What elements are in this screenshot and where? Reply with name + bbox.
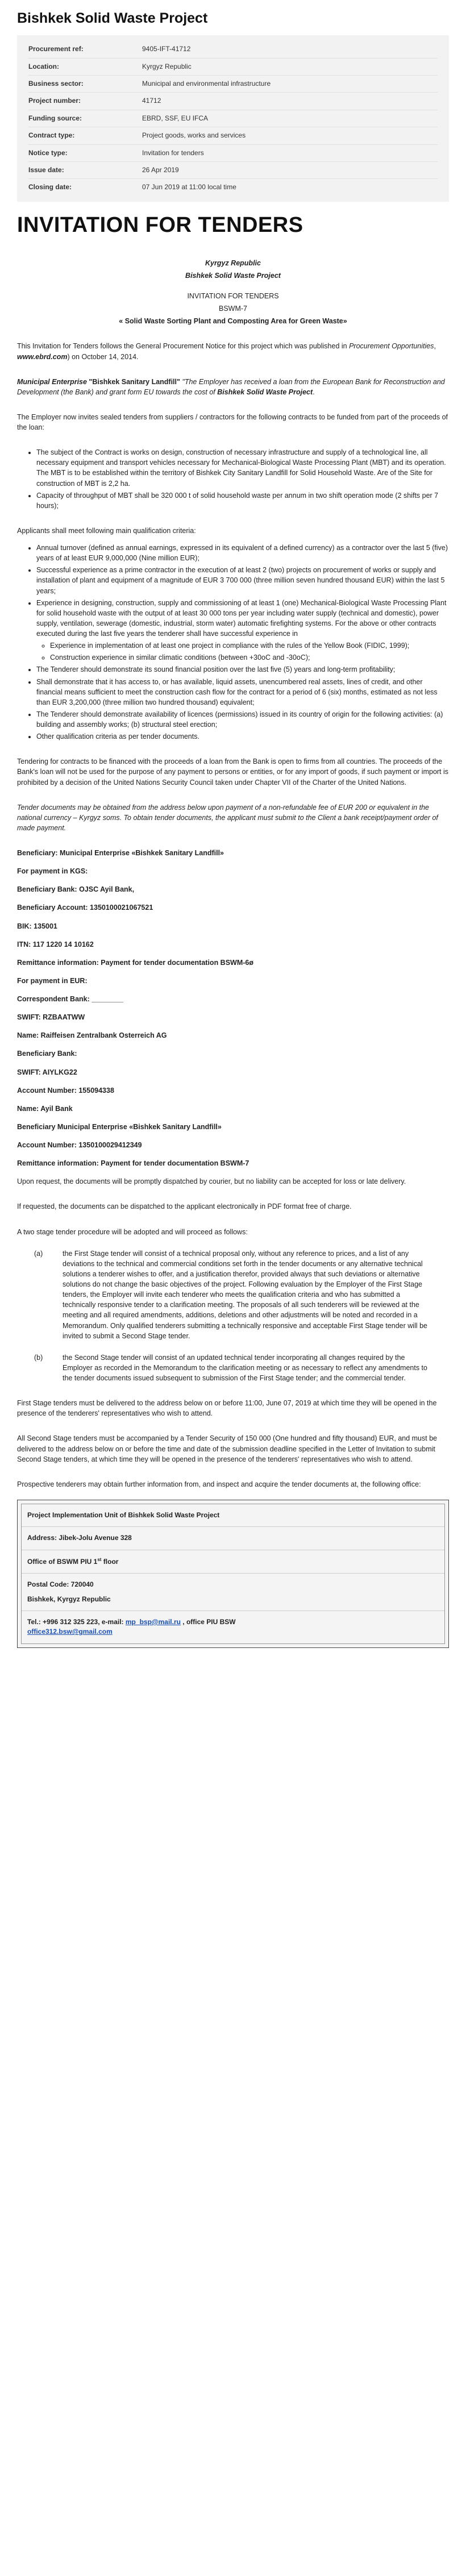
criteria-list	[17, 543, 449, 742]
notice-header-block	[17, 258, 449, 327]
stage-label: (a)	[34, 1249, 43, 1258]
second-stage-paragraph: All Second Stage tenders must be accompanied by a Tender Security of 150 000 (One hundred and fifty thousand) EUR, and must be delivered to the address below on or before the time and date of the submission deadline specified in the Letter of Invitation to submit Second Stage tenders, at which time they will be opened in the presence of the tenderers' representatives who wish to attend.	[17, 1434, 438, 1463]
payment-line: Account Number: 155094338	[17, 1086, 114, 1095]
payment-line: For payment in EUR:	[17, 976, 88, 985]
stage-item	[34, 1249, 432, 1341]
meta-value: 26 Apr 2019	[142, 165, 179, 174]
meta-label: Business sector:	[28, 80, 84, 88]
criteria-item: • The Tenderer should demonstrate its sound financial position over the last five (5) years and long-term profitability;	[36, 664, 449, 675]
first-stage-paragraph: First Stage tenders must be delivered to the address below on or before 11:00, June 07, 2019 at which time they will be opened in the presence of the tenderers' representatives who wish to attend.	[17, 1399, 437, 1418]
criteria-sub-list	[36, 640, 449, 663]
payment-line: Beneficiary: Municipal Enterprise «Bishkek Sanitary Landfill»	[17, 849, 224, 858]
criteria-sub-holder	[36, 640, 449, 663]
payment-line: ITN: 117 1220 14 10162	[17, 940, 94, 948]
procurement-meta-table	[17, 35, 449, 202]
courier-paragraph: Upon request, the documents will be promptly dispatched by courier, but no liability can be accepted for loss or late delivery.	[17, 1177, 406, 1186]
meta-label: Closing date:	[28, 183, 72, 192]
meta-value: 41712	[142, 97, 161, 105]
email-link-secondary[interactable]: office312.bsw@gmail.com	[27, 1628, 113, 1636]
meta-label: Location:	[28, 62, 59, 70]
payment-line: Beneficiary Bank:	[17, 1050, 77, 1058]
meta-value: Project goods, works and services	[142, 131, 246, 140]
payment-line: SWIFT: RZBAATWW	[17, 1013, 85, 1022]
contract-ref: BSWM-7	[219, 305, 247, 313]
payment-line: Correspondent Bank: ________	[17, 995, 123, 1004]
criteria-intro: Applicants shall meet following main qualification criteria:	[17, 526, 196, 535]
two-stage-intro: A two stage tender procedure will be adopted and will proceed as follows:	[17, 1227, 248, 1236]
tender-docs-paragraph: Tender documents may be obtained from the address below upon payment of a non-refundable fee of EUR 200 or equivalent in the national currency – Kyrgyz soms. To obtain tender documents, the applicant must submit to the Client a bank receipt/payment order of made payment.	[17, 803, 438, 832]
office-unit: Project Implementation Unit of Bishkek Solid Waste Project	[22, 1504, 444, 1527]
criteria-sub-item: ◦ Construction experience in similar climatic conditions (between +30oC and -30oC);	[50, 652, 449, 663]
country-label: Kyrgyz Republic	[205, 259, 261, 267]
criteria-item: • Experience in designing, construction, supply and commissioning of at least 1 (one) Mechanical-Biological Waste Processing Plant for solid household waste with the output of at least 30 000 tons per year including water supply (technical and domestic), power supply, ventilation, sewerage (domestic, industrial, storm water) automatic firefighting systems. For the above or other contracts executed during the last five years the tenderer shall have successful experience in	[36, 598, 449, 639]
meta-row	[28, 41, 438, 58]
payment-line: BIK: 135001	[17, 922, 57, 930]
stage-text: the Second Stage tender will consist of an updated technical tender incorporating all changes required by the Employer as recorded in the Memorandum to the clarification meeting or as necessary to reflect any amendments to the tender documents issued subsequent to submission of the First Stage tender; and the commercial tender.	[63, 1353, 427, 1383]
payment-line: Account Number: 1350100029412349	[17, 1141, 142, 1150]
prospective-paragraph: Prospective tenderers may obtain further information from, and inspect and acquire the tender documents at, the following office:	[17, 1480, 421, 1488]
invitation-label: INVITATION FOR TENDERS	[187, 292, 279, 301]
meta-label: Issue date:	[28, 165, 64, 174]
meta-row	[28, 145, 438, 162]
office-contact: Tel.: +996 312 325 223, e-mail: mp_bsp@mail.ru , office PIU BSW office312.bsw@gmail.com	[22, 1611, 444, 1643]
meta-label: Funding source:	[28, 114, 82, 122]
payment-line: For payment in KGS:	[17, 867, 88, 876]
stage-text: the First Stage tender will consist of a technical proposal only, without any reference to prices, and a list of any deviations to the technical and commercial conditions set forth in the tender documents or any alternative technical solutions a tenderer wishes to offer, and a justification therefor, provided always that such deviations or alternative solutions do not change the basic objectives of the project. Following evaluation by the Employer of the First Stage tenders, the Employer will invite each tenderer who meets the qualification criteria and who has submitted a technically responsive tender to a clarification meeting. The proposals of all such tenderers will be reviewed at the meeting and all required amendments, additions, deletions and other adjustments will be noted and recorded in a Memorandum. Only qualified tenderers submitting a technically responsive and acceptable First Stage tender will be invited to submit a Second Stage tender.	[63, 1249, 427, 1340]
payment-details	[17, 848, 449, 1168]
meta-label: Project number:	[28, 97, 81, 105]
criteria-item: • Other qualification criteria as per tender documents.	[36, 731, 449, 742]
invite-paragraph: The Employer now invites sealed tenders from suppliers / contractors for the following contracts to be funded from part of the proceeds of the loan:	[17, 413, 448, 432]
stages-list	[17, 1249, 449, 1384]
employer-paragraph: Municipal Enterprise "Bishkek Sanitary Landfill" "The Employer has received a loan from the European Bank for Reconstruction and Development (the Bank) and grant form EU towards the cost of Bishkek Solid Waste Project.	[17, 377, 445, 396]
scope-item: • Capacity of throughput of MBT shall be 320 000 t of solid household waste per annum in two shift operation mode (2 shifts per 7 hours);	[36, 490, 449, 511]
payment-line: Remittance information: Payment for tender documentation BSWM-7	[17, 1159, 249, 1168]
meta-label: Procurement ref:	[28, 45, 84, 53]
meta-label: Notice type:	[28, 148, 68, 157]
email-link-primary[interactable]: mp_bsp@mail.ru	[125, 1617, 181, 1626]
payment-line: Name: Raiffeisen Zentralbank Osterreich AG	[17, 1031, 167, 1040]
intro-paragraph: This Invitation for Tenders follows the General Procurement Notice for this project which was published in Procurement Opportunities, www.ebrd.com) on October 14, 2014.	[17, 342, 436, 361]
payment-line: SWIFT: AIYLKG22	[17, 1068, 77, 1076]
meta-value: Kyrgyz Republic	[142, 62, 192, 70]
page-title: Bishkek Solid Waste Project	[17, 10, 208, 26]
project-label: Bishkek Solid Waste Project	[185, 271, 281, 280]
meta-row	[28, 76, 438, 93]
scope-item: • The subject of the Contract is works on design, construction of necessary infrastructure and supply of a technological line, all necessary equipment and transport vehicles necessary for Mechanical-Biological Waste Processing Plant (MBT) and its operation. The MBT is to be established within the territory of Bishkek City Sanitary Landfill for Solid Household Waste. Are of the Site for construction of MBT is 2,2 ha.	[36, 447, 449, 489]
payment-line: Remittance information: Payment for tender documentation BSWM-6ø	[17, 958, 254, 967]
office-postal-city: Postal Code: 720040 Bishkek, Kyrgyz Republic	[22, 1574, 444, 1611]
stage-item	[34, 1352, 432, 1383]
meta-row	[28, 127, 438, 144]
scope-list	[17, 447, 449, 511]
stage-label: (b)	[34, 1353, 43, 1362]
pdf-paragraph: If requested, the documents can be dispatched to the applicant electronically in PDF format free of charge.	[17, 1202, 352, 1211]
payment-line: Name: Ayil Bank	[17, 1104, 73, 1113]
meta-row	[28, 93, 438, 110]
meta-value: Municipal and environmental infrastructure	[142, 80, 271, 88]
office-floor: Office of BSWM PIU 1st floor	[22, 1550, 444, 1574]
payment-line: Beneficiary Bank: OJSC Ayil Bank,	[17, 885, 135, 894]
meta-row	[28, 179, 438, 195]
meta-row	[28, 59, 438, 76]
eligibility-paragraph: Tendering for contracts to be financed with the proceeds of a loan from the Bank is open to firms from all countries. The proceeds of the Bank's loan will not be used for the purpose of any payment to persons or entities, or for any import of goods, if such payment or import is prohibited by a decision of the United Nations Security Council taken under Chapter VII of the Charter of the United Nations.	[17, 758, 449, 786]
meta-value: Invitation for tenders	[142, 148, 204, 157]
meta-row	[28, 110, 438, 127]
contract-name: « Solid Waste Sorting Plant and Composting Area for Green Waste»	[119, 317, 347, 326]
criteria-sub-item: ◦ Experience in implementation of at least one project in compliance with the rules of the Yellow Book (FIDIC, 1999);	[50, 640, 449, 651]
criteria-item: • Successful experience as a prime contractor in the execution of at least 2 (two) projects on procurement of works or supply and installation of plant and equipment of a magnitude of EUR 3 700 000 (three million seven hundred thousand EUR) within the last 5 years;	[36, 565, 449, 596]
criteria-item: • Shall demonstrate that it has access to, or has available, liquid assets, unencumbered real assets, lines of credit, and other financial means sufficient to meet the construction cash flow for the contract for a period of 6 (six) months, estimated as not less than EUR 3,200,000 (three million two hundred thousand) equivalent;	[36, 677, 449, 708]
meta-value: 9405-IFT-41712	[142, 45, 191, 53]
meta-label: Contract type:	[28, 131, 75, 140]
criteria-item: • Annual turnover (defined as annual earnings, expressed in its equivalent of a defined currency) as a contractor over the last 5 (five) years of at least EUR 9,000,000 (Nine million EUR);	[36, 543, 449, 563]
criteria-item: • The Tenderer should demonstrate availability of licences (permissions) issued in its country of origin for the following activities: (a) building and assembly works; (b) structural steel erection;	[36, 709, 449, 730]
meta-value: 07 Jun 2019 at 11:00 local time	[142, 183, 236, 192]
meta-value: EBRD, SSF, EU IFCA	[142, 114, 209, 122]
office-address-box	[17, 1500, 449, 1648]
itt-heading: INVITATION FOR TENDERS	[17, 213, 303, 237]
payment-line: Beneficiary Account: 1350100021067521	[17, 904, 153, 912]
office-address: Address: Jibek-Jolu Avenue 328	[22, 1527, 444, 1550]
payment-line: Beneficiary Municipal Enterprise «Bishkek Sanitary Landfill»	[17, 1122, 222, 1131]
meta-row	[28, 162, 438, 179]
